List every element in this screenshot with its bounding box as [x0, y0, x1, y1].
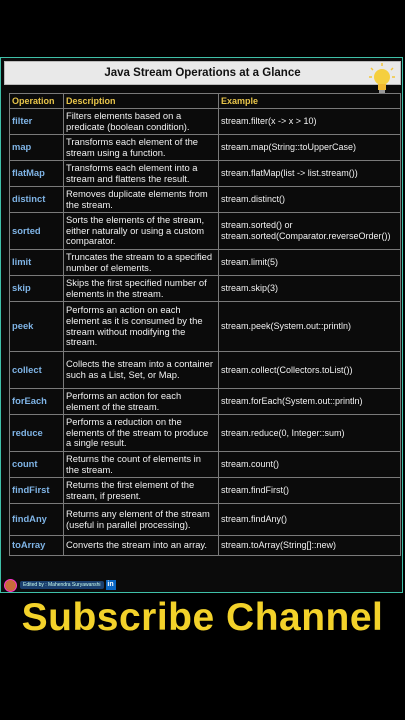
operation-example: stream.filter(x -> x > 10)	[219, 109, 401, 135]
lightbulb-icon	[368, 62, 396, 96]
linkedin-icon[interactable]: in	[107, 581, 114, 588]
operation-description: Transforms each element of the stream using a function.	[64, 135, 219, 161]
operation-description: Performs an action for each element of the stream.	[64, 389, 219, 415]
operation-example: stream.map(String::toUpperCase)	[219, 135, 401, 161]
operation-name: findFirst	[10, 478, 64, 504]
table-row	[10, 352, 401, 389]
operation-name: skip	[10, 276, 64, 302]
operation-description: Returns any element of the stream (useful in parallel processing).	[64, 504, 219, 536]
operation-description: Truncates the stream to a specified number of elements.	[64, 250, 219, 276]
sheet-title: Java Stream Operations at a Glance	[4, 61, 401, 85]
operation-example: stream.distinct()	[219, 187, 401, 213]
table-row	[10, 504, 401, 536]
header-operation: Operation	[10, 94, 64, 109]
credit-text: Edited by : Mahendra Suryawanshi	[20, 581, 104, 589]
table-row	[10, 478, 401, 504]
credit-bar	[4, 579, 116, 591]
table-row	[10, 187, 401, 213]
operations-table	[9, 93, 401, 556]
operation-name: limit	[10, 250, 64, 276]
table-row	[10, 536, 401, 556]
operation-example: stream.forEach(System.out::println)	[219, 389, 401, 415]
operation-name: flatMap	[10, 161, 64, 187]
operation-description: Removes duplicate elements from the stream.	[64, 187, 219, 213]
operation-example: stream.sorted() or stream.sorted(Comparator.reverseOrder())	[219, 213, 401, 250]
avatar	[4, 579, 17, 592]
operation-example: stream.toArray(String[]::new)	[219, 536, 401, 556]
operation-description: Filters elements based on a predicate (boolean condition).	[64, 109, 219, 135]
operation-name: collect	[10, 352, 64, 389]
operation-description: Transforms each element into a stream and flattens the result.	[64, 161, 219, 187]
operation-name: map	[10, 135, 64, 161]
subscribe-banner: Subscribe Channel	[21, 596, 384, 639]
operation-example: stream.flatMap(list -> list.stream())	[219, 161, 401, 187]
operation-example: stream.findAny()	[219, 504, 401, 536]
operation-description: Sorts the elements of the stream, either naturally or using a custom comparator.	[64, 213, 219, 250]
operation-example: stream.findFirst()	[219, 478, 401, 504]
table-row	[10, 276, 401, 302]
operation-name: peek	[10, 302, 64, 352]
table-row	[10, 250, 401, 276]
table-row	[10, 389, 401, 415]
operation-name: forEach	[10, 389, 64, 415]
operation-example: stream.reduce(0, Integer::sum)	[219, 415, 401, 452]
table-row	[10, 452, 401, 478]
operation-name: sorted	[10, 213, 64, 250]
operation-description: Performs a reduction on the elements of the stream to produce a single result.	[64, 415, 219, 452]
operation-name: distinct	[10, 187, 64, 213]
operation-description: Returns the count of elements in the stream.	[64, 452, 219, 478]
table-row	[10, 302, 401, 352]
operation-description: Skips the first specified number of elements in the stream.	[64, 276, 219, 302]
table-header-row	[10, 94, 401, 109]
operation-example: stream.collect(Collectors.toList())	[219, 352, 401, 389]
operation-example: stream.count()	[219, 452, 401, 478]
operation-name: filter	[10, 109, 64, 135]
table-row	[10, 161, 401, 187]
operation-example: stream.peek(System.out::println)	[219, 302, 401, 352]
table-row	[10, 415, 401, 452]
operation-description: Performs an action on each element as it is consumed by the stream without modifying the stream.	[64, 302, 219, 352]
operation-description: Converts the stream into an array.	[64, 536, 219, 556]
table-row	[10, 213, 401, 250]
operation-description: Returns the first element of the stream, if present.	[64, 478, 219, 504]
table-row	[10, 135, 401, 161]
cheatsheet-card	[0, 57, 403, 593]
operation-description: Collects the stream into a container such as a List, Set, or Map.	[64, 352, 219, 389]
operation-name: toArray	[10, 536, 64, 556]
operation-example: stream.limit(5)	[219, 250, 401, 276]
table-row	[10, 109, 401, 135]
operation-name: count	[10, 452, 64, 478]
header-example: Example	[219, 94, 401, 109]
operation-example: stream.skip(3)	[219, 276, 401, 302]
operation-name: findAny	[10, 504, 64, 536]
header-description: Description	[64, 94, 219, 109]
operation-name: reduce	[10, 415, 64, 452]
